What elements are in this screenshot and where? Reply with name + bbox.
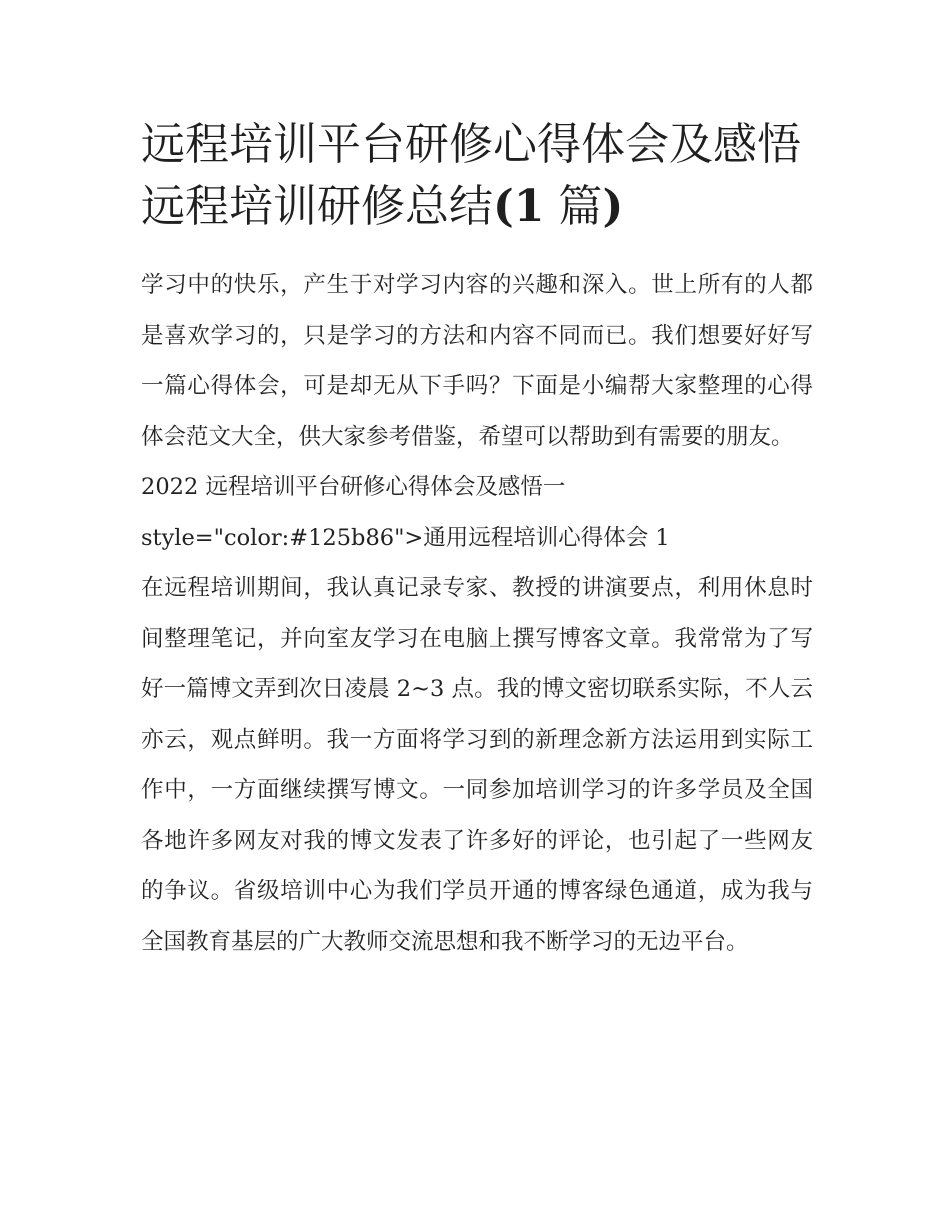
document-title: [141, 114, 813, 238]
section-heading: 2022 远程培训平台研修心得体会及感悟一: [141, 474, 566, 500]
title-count-word: 篇: [544, 181, 603, 232]
intro-paragraph: 学习中的快乐，产生于对学习内容的兴趣和深入。世上所有的人都是喜欢学习的，只是学习的方法和内容不同而已。我们想要好好写一篇心得体会，可是却无从下手吗？下面是小编帮大家整理的心得体会范文大全，供大家参考借鉴，希望可以帮助到有需要的朋友。: [141, 272, 813, 450]
document-content: [141, 114, 813, 967]
title-close-paren: ): [602, 181, 624, 232]
subheading: style="color:#125b86">通用远程培训心得体会 1: [141, 524, 670, 551]
title-text: 远程培训平台研修心得体会及感悟 远程培训研修总结: [141, 119, 801, 232]
body-paragraph: 在远程培训期间，我认真记录专家、教授的讲演要点，利用休息时间整理笔记，并向室友学习在电脑上撰写博客文章。我常常为了写好一篇博文弄到次日凌晨 2~3 点。我的博文密切联系实际，不人云亦云，观点鲜明。我一方面将学习到的新理念新方法运用到实际工作中，一方面继续撰写博文。一同参加培训学习的许多学员及全国各地许多网友对我的博文发表了许多好的评论，也引起了一些网友的争议。省级培训中心为我们学员开通的博客绿色通道，成为我与全国教育基层的广大教师交流思想和我不断学习的无边平台。: [141, 575, 813, 955]
title-paren-number: (1: [493, 181, 545, 232]
